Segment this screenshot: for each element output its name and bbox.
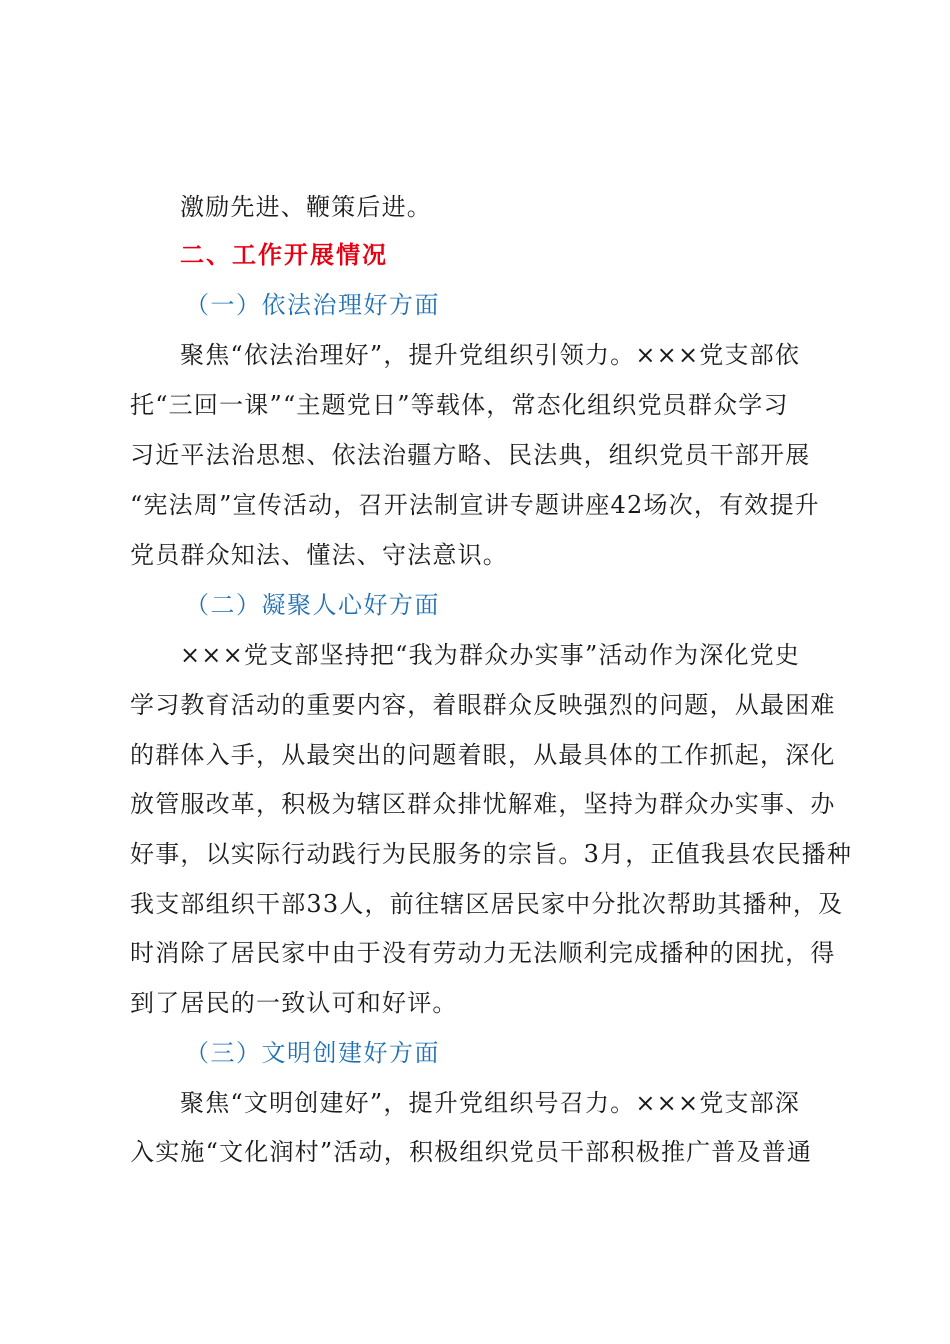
paragraph-line: ×××党支部坚持把“我为群众办实事”活动作为深化党史 [180, 641, 801, 669]
paragraph-line: 习近平法治思想、依法治疆方略、民法典，组织党员干部开展 [130, 441, 811, 469]
paragraph-line: 入实施“文化润村”活动，积极组织党员干部积极推广普及普通 [130, 1138, 813, 1166]
paragraph-line: 党员群众知法、懂法、守法意识。 [130, 541, 508, 569]
paragraph-line: 我支部组织干部33人，前往辖区居民家中分批次帮助其播种，及 [130, 890, 844, 918]
paragraph-line: 学习教育活动的重要内容，着眼群众反映强烈的问题，从最困难 [130, 691, 836, 719]
subsection-title-1: （一）依法治理好方面 [185, 291, 440, 319]
paragraph-line: 激励先进、鞭策后进。 [180, 193, 432, 221]
paragraph-line: “宪法周”宣传活动，召开法制宣讲专题讲座42场次，有效提升 [130, 491, 820, 519]
paragraph-line: 放管服改革，积极为辖区群众排忧解难，坚持为群众办实事、办 [130, 790, 836, 818]
paragraph-line: 好事，以实际行动践行为民服务的宗旨。3月，正值我县农民播种 [130, 840, 853, 868]
paragraph-line: 到了居民的一致认可和好评。 [130, 989, 458, 1017]
subsection-title-2: （二）凝聚人心好方面 [185, 591, 440, 619]
paragraph-line: 聚焦“依法治理好”，提升党组织引领力。×××党支部依 [180, 341, 801, 369]
paragraph-line: 聚焦“文明创建好”，提升党组织号召力。×××党支部深 [180, 1089, 801, 1117]
paragraph-line: 时消除了居民家中由于没有劳动力无法顺利完成播种的困扰，得 [130, 939, 836, 967]
paragraph-line: 托“三回一课”“主题党日”等载体，常态化组织党员群众学习 [130, 391, 789, 419]
paragraph-line: 的群体入手，从最突出的问题着眼，从最具体的工作抓起，深化 [130, 741, 836, 769]
section-title: 二、工作开展情况 [180, 240, 388, 269]
subsection-title-3: （三）文明创建好方面 [185, 1039, 440, 1067]
